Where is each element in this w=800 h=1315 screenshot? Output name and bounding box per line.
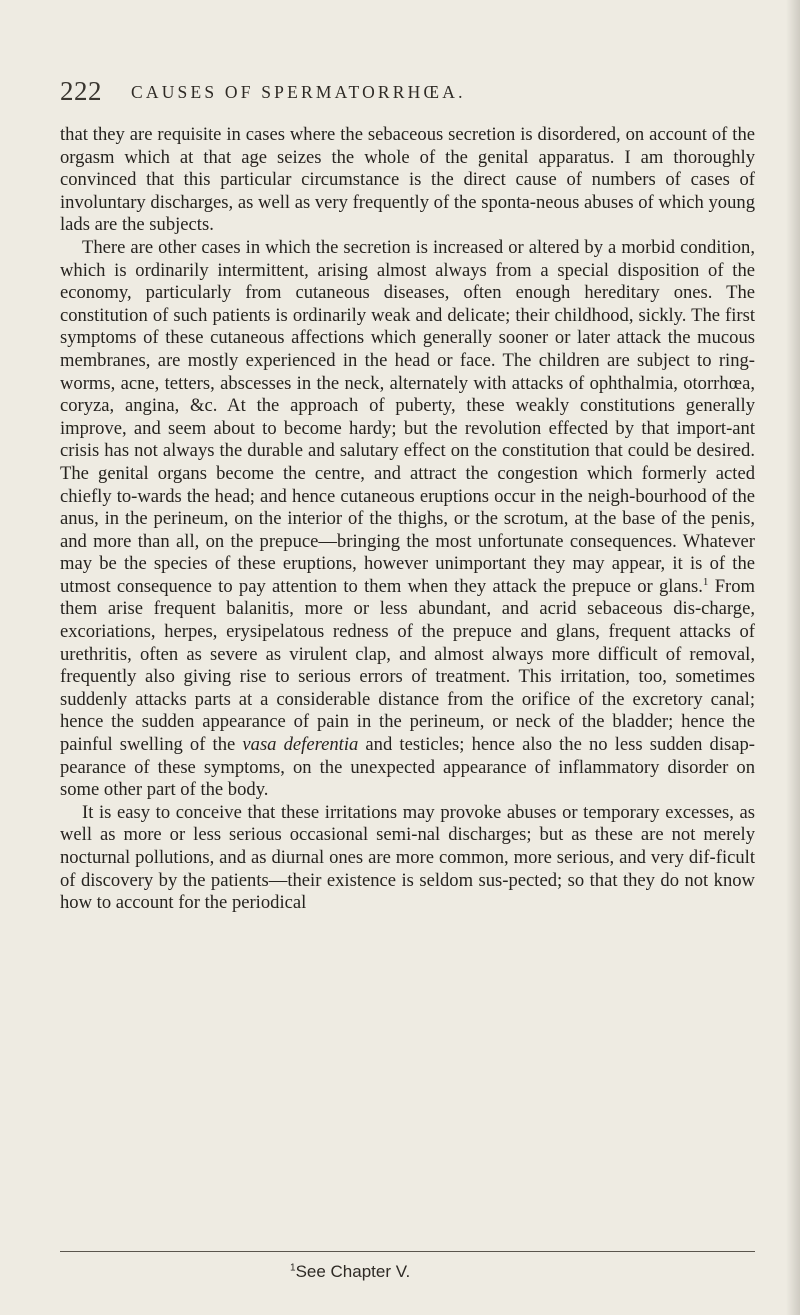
paragraph-2-part-b: From them arise frequent balanitis, more or less abundant, and acrid sebaceous dis-charge, excoriations, herpes, erysipelatous redness of the prepuce and glans, frequent attacks of urethritis, often as severe as virulent clap, and almost always more difficult of removal, frequently also giving rise to serious errors of treatment. This irritation, too, sometimes suddenly attacks parts at a considerable distance from the orifice of the excretory canal; hence the sudden appearance of pain in the perineum, or neck of the bladder; hence the painful swelling of the: [60, 575, 755, 756]
body-text: [60, 124, 755, 915]
page-number: 222: [60, 76, 102, 106]
paragraph-1: that they are requisite in cases where the sebaceous secretion is disordered, on account of the orgasm which at that age seizes the whole of the genital apparatus. I am thoroughly convinced that this particular circumstance is the direct cause of numbers of cases of involuntary discharges, as well as very frequently of the sponta-neous abuses of which young lads are the subjects.: [60, 124, 755, 236]
paragraph-2-part-c: and testicles; hence also the no less sudden disap-pearance of these symptoms, on the unexpected appearance of inflammatory disorder on some other part of the body.: [60, 734, 755, 801]
running-title: CAUSES OF SPERMATORRHŒA.: [131, 82, 466, 102]
footnote: [290, 1262, 410, 1282]
italic-term: vasa deferentia: [242, 734, 359, 756]
page-edge-shadow: [786, 0, 800, 1315]
paragraph-3: It is easy to conceive that these irritations may provoke abuses or temporary excesses, as well as more or less serious occasional semi-nal discharges; but as these are not merely nocturnal pollutions, and as diurnal ones are more common, more serious, and very dif-ficult of discovery by the patients—their existence is seldom sus-pected; so that they do not know how to account for the periodical: [60, 801, 755, 914]
running-head: [60, 76, 760, 116]
paragraph-2-part-a: There are other cases in which the secretion is increased or altered by a morbid condition, which is ordinarily intermittent, arising almost always from a special disposition of the economy, particularly from cutaneous diseases, often enough hereditary ones. The constitution of such patients is ordinarily weak and delicate; their childhood, sickly. The first symptoms of these cutaneous affections which generally sooner or later attack the mucous membranes, are mostly experienced in the head or face. The children are subject to ring-worms, acne, tetters, abscesses in the neck, alternately with attacks of ophthalmia, otorrhœa, coryza, angina, &c. At the approach of puberty, these weakly constitutions generally improve, and seem about to become hardy; but the revolution effected by that import-ant crisis has not always the durable and salutary effect on the constitution that could be desired. The genital organs become the centre, and attract the congestion which formerly acted chiefly to-wards the head; and hence cutaneous eruptions occur in the neigh-bourhood of the anus, in the perineum, on the interior of the thighs, or the scrotum, at the base of the penis, and more than all, on the prepuce—bringing the most unfortunate consequences. Whatever may be the species of these eruptions, however unimportant they may appear, it is of the utmost consequence to pay attention to them when they attack the prepuce or glans.: [60, 236, 755, 597]
footnote-reference: 1: [702, 575, 709, 588]
footnote-divider: [60, 1251, 755, 1252]
paragraph-2: [60, 237, 755, 802]
footnote-text: See Chapter V.: [295, 1262, 411, 1281]
footnote-marker: 1: [290, 1262, 296, 1274]
